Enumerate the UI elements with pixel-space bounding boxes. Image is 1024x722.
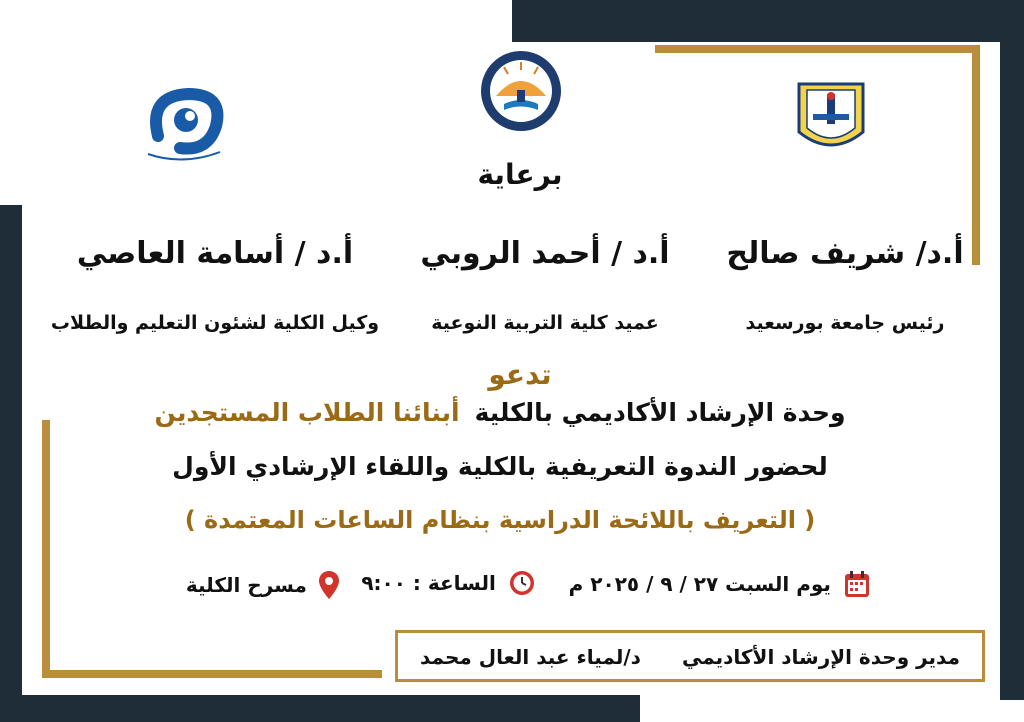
location-pin-icon bbox=[318, 570, 340, 600]
event-place bbox=[185, 570, 340, 600]
invitation-line-2: لحضور الندوة التعريفية بالكلية واللقاء الإرشادي الأول bbox=[172, 452, 828, 481]
sponsorship-label: برعاية bbox=[477, 158, 563, 191]
frame-top-right-gold-horizontal bbox=[655, 45, 980, 53]
frame-bottom-left-gold-vertical bbox=[42, 420, 50, 678]
frame-top-right-gold-vertical bbox=[972, 45, 980, 265]
frame-right-navy bbox=[1000, 0, 1024, 700]
patron-role-university-president: رئيس جامعة بورسعيد bbox=[745, 312, 945, 334]
frame-bottom-left-navy bbox=[0, 695, 640, 722]
frame-top-right-navy bbox=[512, 0, 1024, 42]
invitation-line-3: ( التعريف باللائحة الدراسية بنظام الساعات المعتمدة ) bbox=[184, 506, 816, 534]
director-name: د/لمياء عبد العال محمد bbox=[420, 645, 641, 669]
invitation-line-1 bbox=[60, 398, 940, 427]
event-date-text: يوم السبت ٢٧ / ٩ / ٢٠٢٥ م bbox=[568, 572, 831, 596]
patron-name-university-president: أ.د/ شريف صالح bbox=[726, 236, 964, 271]
patron-name-dean: أ.د / أحمد الروبي bbox=[420, 236, 670, 271]
frame-left-navy bbox=[0, 205, 22, 722]
director-signature-box bbox=[395, 630, 985, 682]
event-date bbox=[568, 570, 870, 598]
clock-icon bbox=[509, 570, 535, 596]
event-time-text: الساعة : ٩:٠٠ bbox=[361, 571, 496, 595]
patron-name-vice-dean: أ.د / أسامة العاصي bbox=[76, 236, 354, 271]
director-title: مدير وحدة الإرشاد الأكاديمي bbox=[682, 645, 960, 669]
frame-bottom-left-gold-horizontal bbox=[42, 670, 382, 678]
patron-role-dean: عميد كلية التربية النوعية bbox=[431, 312, 659, 334]
invites-label: تدعو bbox=[488, 358, 552, 391]
event-place-text: مسرح الكلية bbox=[185, 573, 307, 597]
invitation-line-1-new-students: أبنائنا الطلاب المستجدين bbox=[154, 398, 460, 427]
invitation-line-1-advising-unit: وحدة الإرشاد الأكاديمي بالكلية bbox=[474, 398, 846, 427]
academic-advising-unit-logo bbox=[478, 48, 564, 134]
calendar-icon bbox=[844, 570, 870, 598]
faculty-specific-education-logo bbox=[128, 76, 238, 164]
patron-role-vice-dean: وكيل الكلية لشئون التعليم والطلاب bbox=[50, 312, 380, 334]
port-said-university-logo bbox=[795, 80, 867, 158]
event-time bbox=[355, 570, 535, 596]
